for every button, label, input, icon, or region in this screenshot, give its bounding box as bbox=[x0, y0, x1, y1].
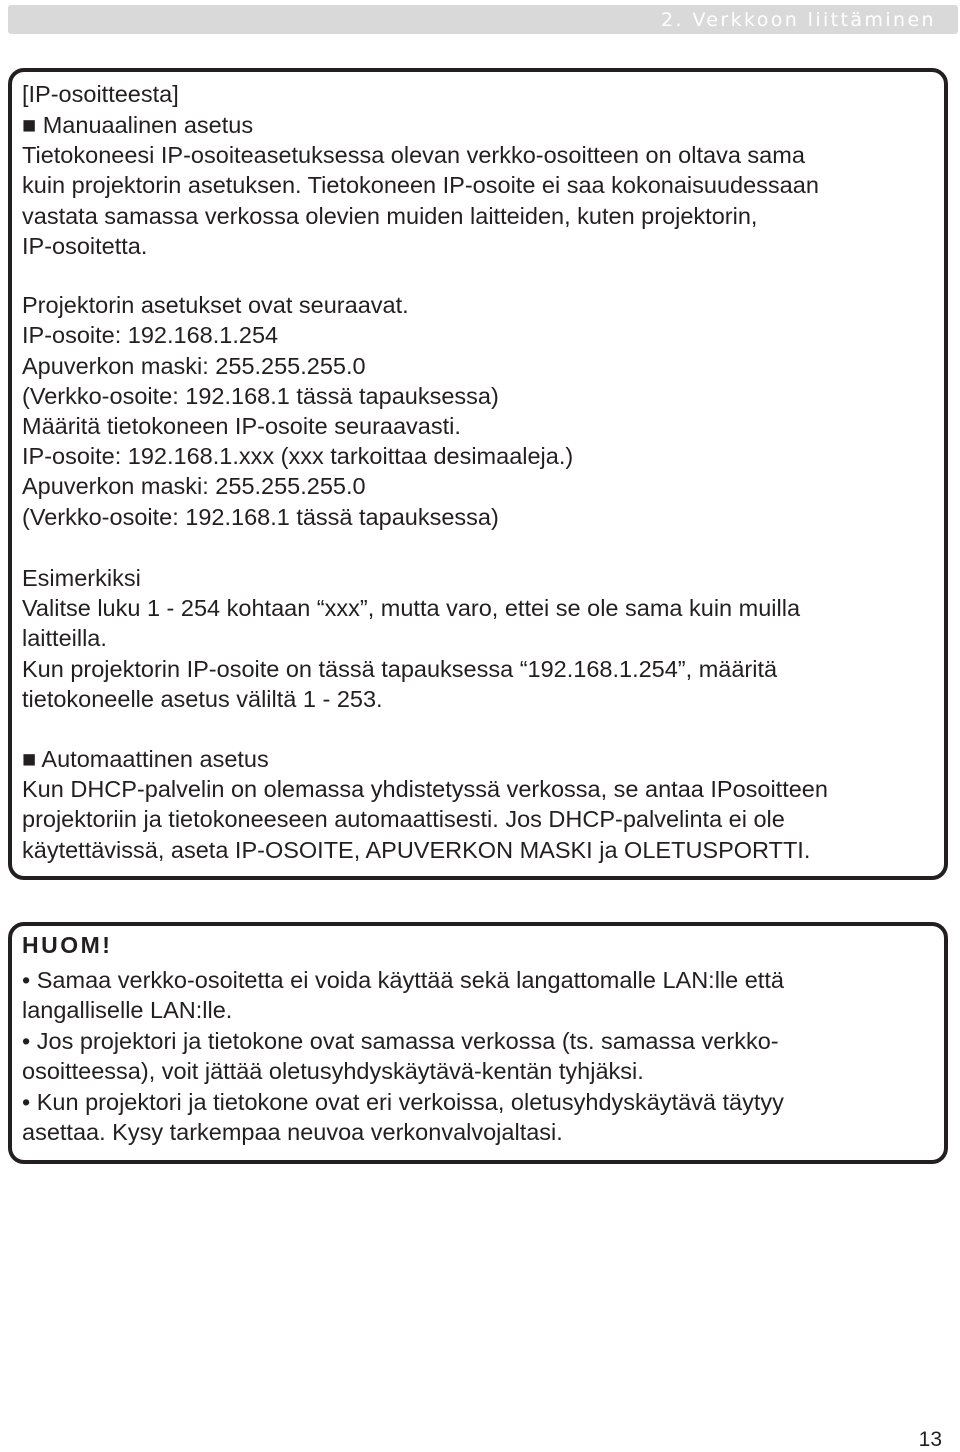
automatic-setting-heading: ■ Automaattinen asetus bbox=[22, 746, 269, 772]
computer-settings-line: Määritä tietokoneen IP-osoite seuraavasti. bbox=[22, 413, 461, 439]
note-title: HUOM! bbox=[22, 932, 113, 958]
manual-text-line: vastata samassa verkossa olevien muiden laitteiden, kuten projektorin, bbox=[22, 203, 758, 229]
computer-settings-line: Apuverkon maski: 255.255.255.0 bbox=[22, 473, 366, 499]
automatic-text-line: käytettävissä, aseta IP-OSOITE, APUVERKON MASKI ja OLETUSPORTTI. bbox=[22, 837, 811, 863]
projector-settings-line: Projektorin asetukset ovat seuraavat. bbox=[22, 292, 409, 318]
note-bullet-line: asettaa. Kysy tarkempaa neuvoa verkonvalvojaltasi. bbox=[22, 1119, 563, 1145]
example-text-line: laitteilla. bbox=[22, 625, 107, 651]
computer-settings-line: IP-osoite: 192.168.1.xxx (xxx tarkoittaa desimaaleja.) bbox=[22, 443, 574, 469]
ip-heading: [IP-osoitteesta] bbox=[22, 81, 179, 107]
section-header-bar bbox=[8, 5, 958, 34]
note-bullet-line: • Kun projektori ja tietokone ovat eri verkoissa, oletusyhdyskäytävä täytyy bbox=[22, 1089, 784, 1115]
example-heading: Esimerkiksi bbox=[22, 565, 141, 591]
computer-settings-line: (Verkko-osoite: 192.168.1 tässä tapauksessa) bbox=[22, 504, 499, 530]
example-text-line: Valitse luku 1 - 254 kohtaan “xxx”, mutta varo, ettei se ole sama kuin muilla bbox=[22, 595, 801, 621]
automatic-text-line: projektoriin ja tietokoneeseen automaattisesti. Jos DHCP-palvelinta ei ole bbox=[22, 806, 785, 832]
note-box bbox=[8, 922, 948, 1164]
manual-text-line: IP-osoitetta. bbox=[22, 233, 148, 259]
note-bullet-line: • Jos projektori ja tietokone ovat samassa verkossa (ts. samassa verkko- bbox=[22, 1028, 779, 1054]
automatic-text-line: Kun DHCP-palvelin on olemassa yhdistetyssä verkossa, se antaa IPosoitteen bbox=[22, 776, 828, 802]
projector-settings-line: Apuverkon maski: 255.255.255.0 bbox=[22, 353, 366, 379]
note-bullet-line: • Samaa verkko-osoitetta ei voida käyttää sekä langattomalle LAN:lle että bbox=[22, 967, 784, 993]
projector-settings-line: IP-osoite: 192.168.1.254 bbox=[22, 322, 279, 348]
note-bullet-line: langalliselle LAN:lle. bbox=[22, 997, 233, 1023]
page-number: 13 bbox=[918, 1428, 942, 1451]
section-title: 2. Verkkoon liittäminen bbox=[661, 9, 936, 31]
manual-text-line: Tietokoneesi IP-osoiteasetuksessa olevan verkko-osoitteen on oltava sama bbox=[22, 142, 805, 168]
example-text-line: Kun projektorin IP-osoite on tässä tapauksessa “192.168.1.254”, määritä bbox=[22, 656, 778, 682]
ip-address-info-box bbox=[8, 68, 948, 880]
manual-text-line: kuin projektorin asetuksen. Tietokoneen IP-osoite ei saa kokonaisuudessaan bbox=[22, 172, 819, 198]
manual-setting-heading: ■ Manuaalinen asetus bbox=[22, 112, 254, 138]
projector-settings-line: (Verkko-osoite: 192.168.1 tässä tapauksessa) bbox=[22, 383, 499, 409]
example-text-line: tietokoneelle asetus väliltä 1 - 253. bbox=[22, 686, 383, 712]
note-bullet-line: osoitteessa), voit jättää oletusyhdyskäytävä-kentän tyhjäksi. bbox=[22, 1058, 644, 1084]
